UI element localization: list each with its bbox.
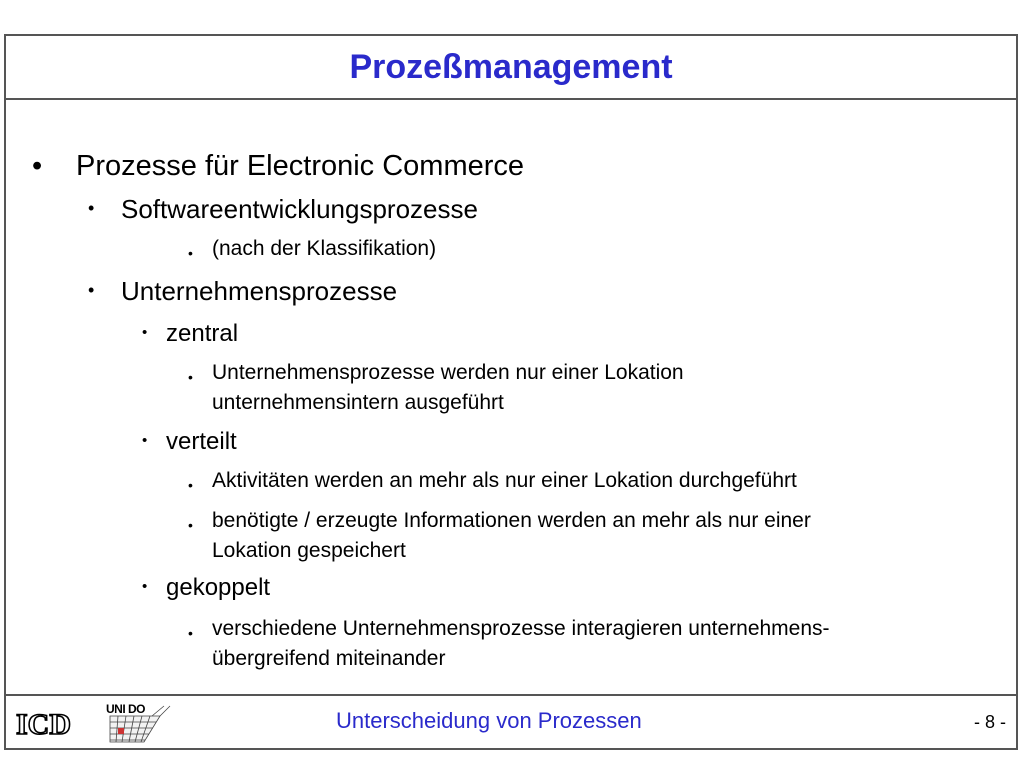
slide-footer bbox=[6, 694, 1016, 748]
slide-title: Prozeßmanagement bbox=[349, 47, 673, 86]
bullet-dot: • bbox=[88, 280, 95, 300]
bullet-level-3: zentral bbox=[166, 320, 239, 347]
bullet-dot: • bbox=[142, 324, 148, 341]
bullet-level-3: verteilt bbox=[166, 428, 237, 455]
bullet-dot: • bbox=[188, 477, 193, 493]
bullet-dot: • bbox=[188, 517, 193, 533]
slide-content bbox=[6, 100, 1016, 694]
icd-logo bbox=[14, 706, 92, 740]
bullet-dot: • bbox=[142, 578, 148, 595]
bullet-level-1: Prozesse für Electronic Commerce bbox=[76, 150, 525, 182]
bullet-level-4: (nach der Klassifikation) bbox=[212, 237, 437, 260]
bullet-dot: • bbox=[188, 245, 193, 261]
bullet-dot: • bbox=[188, 625, 193, 641]
bullet-dot: • bbox=[32, 150, 43, 182]
bullet-level-4: Aktivitäten werden an mehr als nur einer Lokation durchgeführt bbox=[212, 469, 797, 492]
slide-frame bbox=[4, 34, 1018, 750]
svg-text:ICD: ICD bbox=[16, 708, 72, 740]
bullet-level-2: Unternehmensprozesse bbox=[121, 276, 398, 306]
bullet-level-2: Softwareentwicklungsprozesse bbox=[121, 194, 478, 224]
bullet-level-4-line1: Unternehmensprozesse werden nur einer Lokation bbox=[212, 361, 684, 384]
bullet-level-3: gekoppelt bbox=[166, 574, 271, 601]
title-bar bbox=[6, 36, 1016, 100]
bullet-level-4-line1: benötigte / erzeugte Informationen werden an mehr als nur einer bbox=[212, 509, 811, 532]
bullet-dot: • bbox=[188, 369, 193, 385]
footer-title: Unterscheidung von Prozessen bbox=[336, 708, 642, 733]
bullet-level-4-line2: unternehmensintern ausgeführt bbox=[212, 391, 504, 414]
page-number: - 8 - bbox=[973, 712, 1006, 732]
bullet-dot: • bbox=[142, 432, 148, 449]
bullet-dot: • bbox=[88, 198, 95, 218]
unido-logo: UNI DO bbox=[102, 702, 172, 744]
bullet-level-4-line1: verschiedene Unternehmensprozesse interagieren unternehmens- bbox=[212, 617, 830, 640]
bullet-level-4-line2: Lokation gespeichert bbox=[212, 539, 406, 562]
bullet-level-4-line2: übergreifend miteinander bbox=[212, 647, 446, 670]
